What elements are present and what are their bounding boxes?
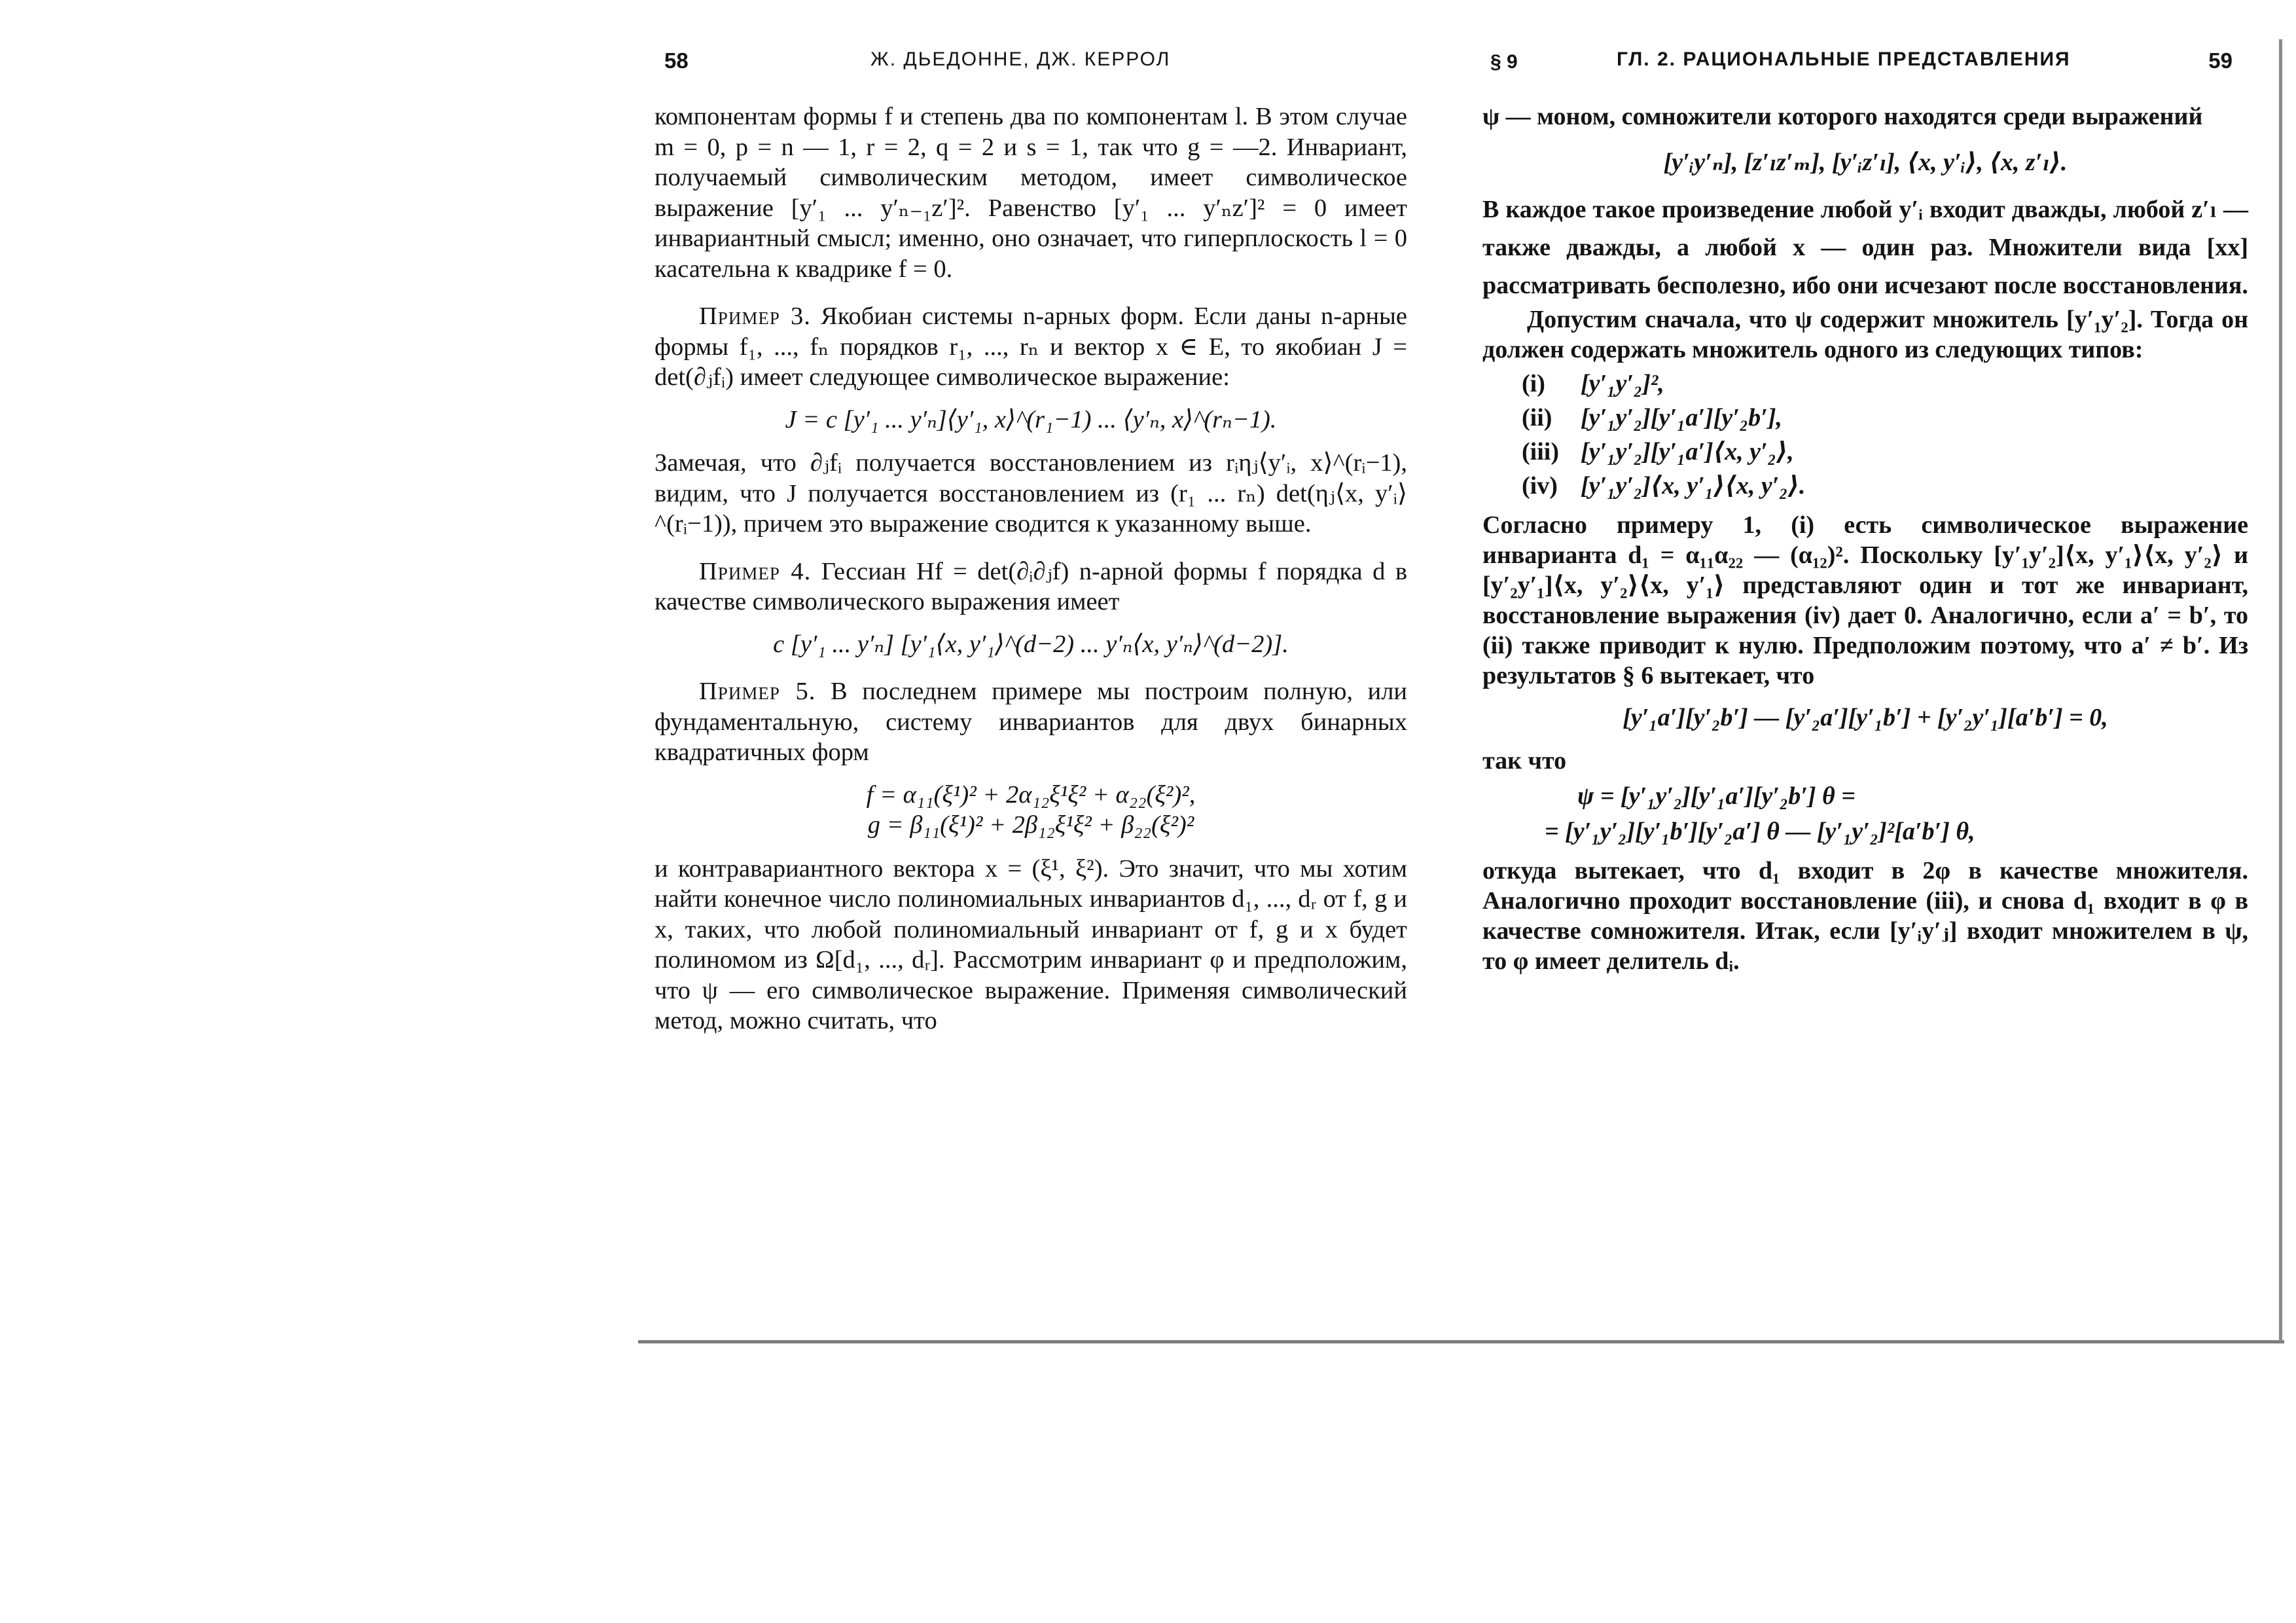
example-5-label: Пример 5. (699, 678, 816, 705)
enum-label-iii: (iii) (1522, 438, 1559, 465)
example-4-text: Гессиан Hf = det(∂ᵢ∂ⱼf) n-арной формы f порядка d в качестве символического выражения имеет (655, 557, 1408, 615)
enum-formula-iv: [y′₁y′₂]⟨x, y′₁⟩⟨x, y′₂⟩. (1581, 472, 1806, 500)
enum-item-iii (1522, 437, 2248, 467)
right-page (1482, 39, 2248, 1322)
example-4-paragraph (655, 556, 1407, 617)
right-running-title: ГЛ. 2. РАЦИОНАЛЬНЫЕ ПРЕДСТАВЛЕНИЯ (1617, 48, 2071, 70)
right-formula-factors: [y′ᵢy′ₙ], [z′ₗz′ₘ], [y′ᵢz′ₗ], ⟨x, y′ᵢ⟩, ⟨x, z′ₗ⟩. (1663, 149, 2068, 176)
example-5-paragraph (655, 676, 1407, 768)
right-paragraph-1: ψ — моном, сомножители которого находятся среди выражений (1482, 103, 2203, 130)
example-3-paragraph (655, 301, 1407, 393)
scan-edge-right (2279, 39, 2282, 1342)
enum-formula-iii: [y′₁y′₂][y′₁a′]⟨x, y′₂⟩, (1581, 438, 1794, 465)
right-page-number: 59 (2208, 48, 2233, 73)
example-3-text: Якобиан системы n-арных форм. Если даны n-арные формы f₁, ..., fₙ порядков r₁, ..., rₙ и вектор x ∈ E, то якобиан J = det(∂ⱼfᵢ) имеет следующее символическое выражение: (655, 302, 1407, 391)
example-5-formula-g: g = β₁₁(ξ¹)² + 2β₁₂ξ¹ξ² + β₂₂(ξ²)² (867, 811, 1194, 839)
example-4-label: Пример 4. (699, 557, 812, 585)
right-formula-identity: [y′₁a′][y′₂b′] — [y′₂a′][y′₁b′] + [y′₂y′₁][a′b′] = 0, (1623, 704, 2108, 731)
example-3-label: Пример 3. (699, 302, 811, 330)
left-paragraph-3: Замечая, что ∂ⱼfᵢ получается восстановлением из rᵢηⱼ⟨y′ᵢ, x⟩^(rᵢ−1), видим, что J получается восстановлением из (r₁ ... rₙ) det(ηⱼ⟨x, y′ᵢ⟩^(rᵢ−1)), причем это выражение сводится к указанному выше. (655, 449, 1407, 538)
enum-item-ii (1522, 403, 2248, 433)
enum-label-i: (i) (1522, 370, 1545, 397)
right-formula-psi-2: = [y′₁y′₂][y′₁b′][y′₂a′] θ — [y′₁y′₂]²[a′b′] θ, (1545, 818, 1975, 845)
right-page-text (1482, 101, 2248, 976)
right-paragraph-3: Допустим сначала, что ψ содержит множитель [y′₁y′₂]. Тогда он должен содержать множитель одного из следующих типов: (1482, 306, 2248, 363)
right-paragraph-5-lead: так что (1482, 747, 1567, 775)
left-paragraph-5: и контравариантного вектора x = (ξ¹, ξ²). Это значит, что мы хотим найти конечное число полиномиальных инвариантов d₁, ..., dᵣ от f, g и x, таких, что любой полиномиальный инвариант от f, g и x будет полиномом из Ω[d₁, ..., dᵣ]. Рассмотрим инвариант φ и предположим, что ψ — его символическое выражение. Применяя символический метод, можно считать, что (655, 854, 1407, 1034)
enum-item-iv (1522, 471, 2248, 501)
right-running-head (1482, 48, 2248, 81)
enum-label-iv: (iv) (1522, 472, 1558, 500)
right-paragraph-2: В каждое такое произведение любой y′ᵢ входит дважды, любой z′ₗ — также дважды, а любой x — один раз. Множители вида [xx] рассматривать бесполезно, ибо они исчезают после восстановления. (1482, 196, 2248, 299)
right-paragraph-4: Согласно примеру 1, (i) есть символическое выражение инварианта d₁ = α₁₁α₂₂ — (α₁₂)². Поскольку [y′₁y′₂]⟨x, y′₁⟩⟨x, y′₂⟩ и [y′₂y′₁]⟨x, y′₂⟩⟨x, y′₁⟩ представляют один и тот же инвариант, восстановление выражения (iv) дает 0. Аналогично, если a′ = b′, то (ii) также приводит к нулю. Предположим поэтому, что a′ ≠ b′. Из результатов § 6 вытекает, что (1482, 511, 2248, 689)
enum-label-ii: (ii) (1522, 404, 1552, 431)
example-5-formula-f: f = α₁₁(ξ¹)² + 2α₁₂ξ¹ξ² + α₂₂(ξ²)², (866, 780, 1196, 809)
left-page-text (655, 101, 1407, 1036)
left-page (655, 39, 1407, 1322)
example-4-formula: c [y′₁ ... y′ₙ] [y′₁⟨x, y′₁⟩^(d−2) ... y′ₙ⟨x, y′ₙ⟩^(d−2)]. (773, 630, 1289, 658)
left-paragraph-1: компонентам формы f и степень два по компонентам l. В этом случае m = 0, p = n — 1, r = 2, q = 2 и s = 1, так что g = —2. Инвариант, получаемый символическим методом, имеет символическое выражение [y′₁ ... y′ₙ₋₁z′]². Равенство [y′₁ ... y′ₙz′]² = 0 имеет инвариантный смысл; именно, оно означает, что гиперплоскость l = 0 касательна к квадрике f = 0. (655, 103, 1407, 283)
enum-formula-i: [y′₁y′₂]², (1581, 370, 1664, 397)
enum-item-i (1522, 369, 2248, 399)
right-formula-psi-1: ψ = [y′₁y′₂][y′₁a′][y′₂b′] θ = (1577, 782, 1856, 810)
right-paragraph-6: откуда вытекает, что d₁ входит в 2φ в качестве множителя. Аналогично проходит восстановление (iii), и снова d₁ входит в φ в качестве сомножителя. Итак, если [y′ᵢy′ⱼ] входит множителем в ψ, то φ имеет делитель dᵢ. (1482, 857, 2248, 975)
example-3-formula: J = c [y′₁ ... y′ₙ]⟨y′₁, x⟩^(r₁−1) ... ⟨y′ₙ, x⟩^(rₙ−1). (785, 405, 1277, 433)
right-section-mark: § 9 (1490, 51, 1518, 73)
left-page-number: 58 (664, 48, 689, 73)
example-5-text: В последнем примере мы построим полную, или фундаментальную, систему инвариантов для двух бинарных квадратичных форм (655, 678, 1408, 766)
enum-formula-ii: [y′₁y′₂][y′₁a′][y′₂b′], (1581, 404, 1783, 431)
left-running-head (655, 48, 1407, 81)
scan-edge-bottom (638, 1340, 2284, 1343)
left-running-title: Ж. ДЬЕДОННЕ, ДЖ. КЕРРОЛ (870, 48, 1171, 70)
